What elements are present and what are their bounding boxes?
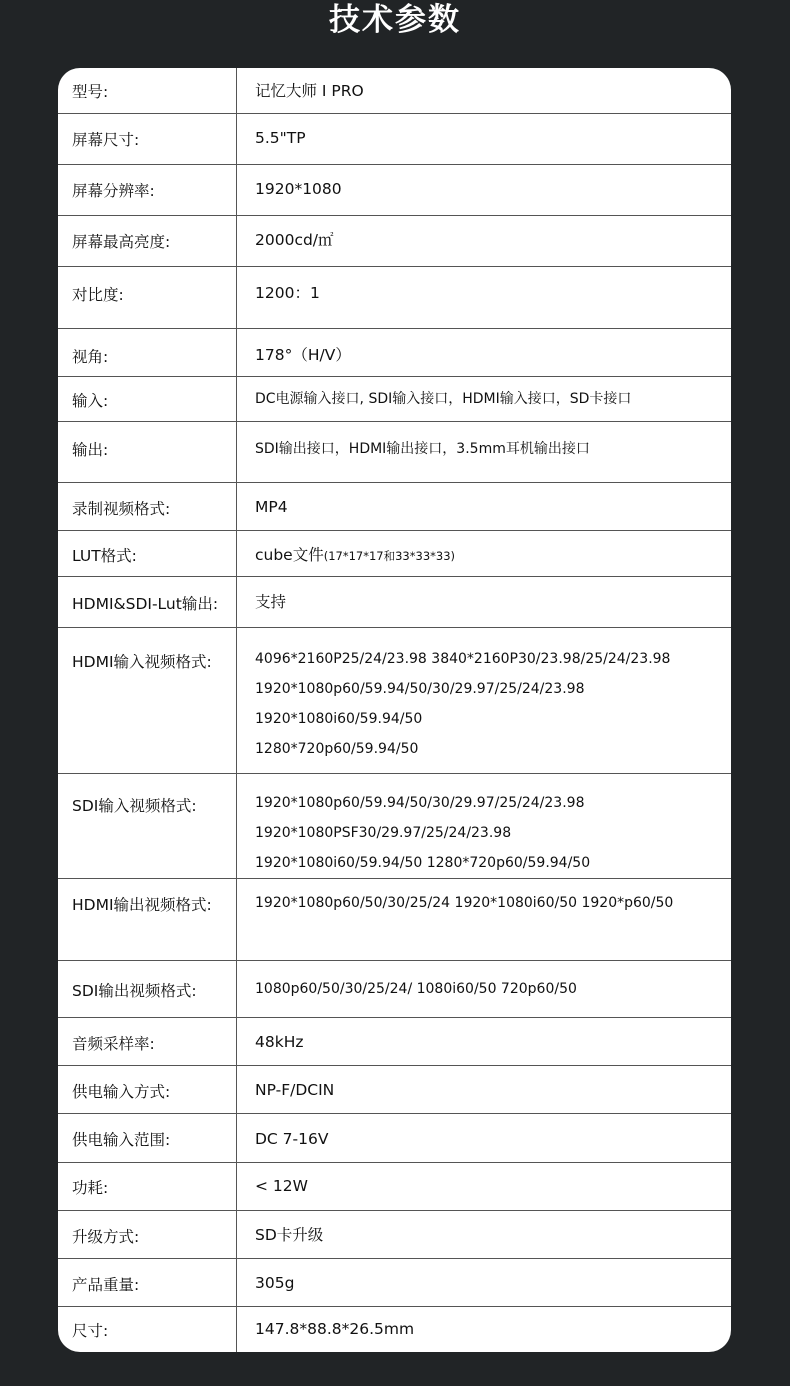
spec-row	[58, 961, 731, 1018]
spec-label: 视角:	[72, 348, 109, 366]
spec-value-line: 1280*720p60/59.94/50	[255, 741, 419, 757]
spec-value	[255, 788, 590, 878]
spec-row	[58, 329, 731, 377]
spec-value	[255, 974, 577, 1004]
spec-value-line: 2000cd/㎡	[255, 231, 334, 249]
column-divider	[236, 1163, 237, 1210]
spec-label: 供电输入方式:	[72, 1083, 171, 1101]
spec-value-note: (17*17*17和33*33*33)	[323, 549, 456, 563]
spec-value	[255, 340, 351, 370]
column-divider	[236, 267, 237, 328]
spec-value	[255, 123, 306, 153]
column-divider	[236, 628, 237, 773]
spec-value-line: 147.8*88.8*26.5mm	[255, 1320, 415, 1338]
spec-row	[58, 628, 731, 774]
spec-row	[58, 531, 731, 577]
spec-value-line: 1920*1080p60/59.94/50/30/29.97/25/24/23.98	[255, 681, 585, 697]
column-divider	[236, 1259, 237, 1306]
spec-row	[58, 1307, 731, 1352]
spec-value	[255, 76, 364, 106]
spec-label: 功耗:	[72, 1179, 109, 1197]
spec-row	[58, 114, 731, 165]
spec-value	[255, 1124, 328, 1154]
spec-label: HDMI输出视频格式:	[72, 896, 212, 914]
spec-label: 输入:	[72, 392, 109, 410]
column-divider	[236, 1066, 237, 1113]
spec-value	[255, 174, 342, 204]
spec-row	[58, 483, 731, 531]
spec-label: HDMI输入视频格式:	[72, 653, 212, 671]
spec-row	[58, 774, 731, 879]
spec-value-line: 1200：1	[255, 284, 320, 302]
column-divider	[236, 216, 237, 266]
spec-label: 供电输入范围:	[72, 1131, 171, 1149]
spec-value-line: 48kHz	[255, 1033, 304, 1051]
spec-value-line: 1920*1080i60/59.94/50 1280*720p60/59.94/50	[255, 855, 591, 871]
spec-label: SDI输入视频格式:	[72, 797, 197, 815]
column-divider	[236, 531, 237, 576]
spec-value	[255, 278, 320, 308]
spec-value-line: 178°（H/V）	[255, 346, 351, 364]
spec-label: 屏幕分辨率:	[72, 182, 155, 200]
spec-value-line: 1920*1080	[255, 180, 342, 198]
spec-value	[255, 644, 670, 764]
spec-value	[255, 1075, 334, 1105]
column-divider	[236, 879, 237, 960]
spec-row	[58, 1211, 731, 1259]
spec-row	[58, 879, 731, 961]
spec-value-line: DC 7-16V	[255, 1130, 329, 1148]
spec-value-line: SDI输出接口，HDMI输出接口，3.5mm耳机输出接口	[255, 441, 590, 457]
spec-row	[58, 1259, 731, 1307]
column-divider	[236, 1307, 237, 1352]
spec-value-line: 支持	[255, 593, 287, 611]
spec-value	[255, 587, 286, 617]
column-divider	[236, 165, 237, 215]
spec-label: LUT格式:	[72, 547, 137, 565]
column-divider	[236, 422, 237, 482]
spec-value-line: 1920*1080p60/50/30/25/24 1920*1080i60/50 1920*p60/50	[255, 895, 674, 911]
spec-label: 型号:	[72, 83, 109, 101]
spec-value-line: MP4	[255, 498, 288, 516]
spec-value	[255, 1171, 308, 1201]
spec-row	[58, 267, 731, 329]
spec-label: 产品重量:	[72, 1276, 140, 1294]
spec-value-line: 4096*2160P25/24/23.98 3840*2160P30/23.98/25/24/23.98	[255, 651, 671, 667]
spec-value-line-wrap	[255, 540, 455, 571]
spec-row	[58, 216, 731, 267]
column-divider	[236, 1211, 237, 1258]
spec-value	[255, 384, 631, 414]
spec-value	[255, 1220, 323, 1250]
spec-label: 录制视频格式:	[72, 500, 171, 518]
spec-value-line: 1920*1080p60/59.94/50/30/29.97/25/24/23.98	[255, 795, 585, 811]
column-divider	[236, 1114, 237, 1162]
spec-row	[58, 68, 731, 114]
spec-value-line: 1080p60/50/30/25/24/ 1080i60/50 720p60/50	[255, 981, 577, 997]
spec-value	[255, 492, 288, 522]
spec-label: 升级方式:	[72, 1228, 140, 1246]
spec-value-line: 5.5"TP	[255, 129, 306, 147]
spec-row	[58, 377, 731, 422]
spec-label: 对比度:	[72, 286, 124, 304]
spec-value-line: cube文件	[255, 546, 324, 564]
spec-value-line: 1920*1080PSF30/29.97/25/24/23.98	[255, 825, 512, 841]
column-divider	[236, 68, 237, 113]
spec-row	[58, 1066, 731, 1114]
spec-value-line: 1920*1080i60/59.94/50	[255, 711, 423, 727]
spec-value-line: SD卡升级	[255, 1226, 324, 1244]
spec-value-line: NP-F/DCIN	[255, 1081, 335, 1099]
spec-value-line: < 12W	[255, 1177, 308, 1195]
column-divider	[236, 114, 237, 164]
spec-value	[255, 225, 334, 255]
spec-row	[58, 1163, 731, 1211]
spec-value	[255, 1268, 294, 1298]
spec-row	[58, 422, 731, 483]
spec-value-line: 305g	[255, 1274, 295, 1292]
spec-label: 屏幕尺寸:	[72, 131, 140, 149]
spec-value	[255, 434, 590, 464]
spec-value	[255, 888, 673, 918]
spec-table	[58, 68, 731, 1352]
spec-label: HDMI&SDI-Lut输出:	[72, 595, 219, 613]
column-divider	[236, 483, 237, 530]
spec-label: 输出:	[72, 441, 109, 459]
column-divider	[236, 774, 237, 878]
spec-value	[255, 1314, 414, 1344]
column-divider	[236, 577, 237, 627]
spec-label: 音频采样率:	[72, 1035, 155, 1053]
spec-value	[255, 1027, 304, 1057]
spec-row	[58, 1018, 731, 1066]
spec-row	[58, 577, 731, 628]
spec-row	[58, 165, 731, 216]
column-divider	[236, 377, 237, 421]
spec-value	[255, 540, 455, 571]
column-divider	[236, 961, 237, 1017]
column-divider	[236, 329, 237, 376]
spec-row	[58, 1114, 731, 1163]
column-divider	[236, 1018, 237, 1065]
spec-value-line: 记忆大师 I PRO	[255, 82, 364, 100]
spec-label: 屏幕最高亮度:	[72, 233, 171, 251]
page-title: 技术参数	[329, 2, 461, 38]
spec-value-line: DC电源输入接口, SDI输入接口，HDMI输入接口，SD卡接口	[255, 391, 632, 407]
spec-label: 尺寸:	[72, 1322, 109, 1340]
spec-label: SDI输出视频格式:	[72, 982, 197, 1000]
